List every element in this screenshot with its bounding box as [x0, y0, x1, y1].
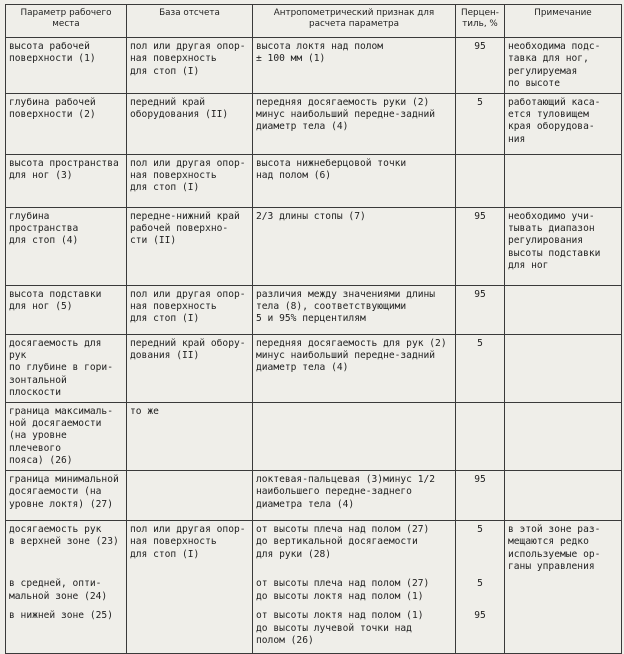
cell-percentile: 95	[456, 470, 505, 520]
cell-note: в этой зоне раз- мещаются редко используемые ор- ганы управления	[505, 520, 622, 575]
cell-base: то же	[127, 402, 253, 470]
cell-feature: передняя досягаемость руки (2) минус наибольший передне-задний диаметр тела (4)	[253, 93, 456, 154]
cell-parameter: высота пространства для ног (3)	[6, 154, 127, 207]
header-note: Примечание	[505, 5, 622, 38]
cell-base: пол или другая опор- ная поверхность для стоп (I)	[127, 154, 253, 207]
cell-note: необходимо учи- тывать диапазон регулирования высоты подставки для ног	[505, 207, 622, 285]
header-reference-base: База отсчета	[127, 5, 253, 38]
cell-parameter: граница минимальной досягаемости (на уровне локтя) (27)	[6, 470, 127, 520]
cell-percentile: 95	[456, 207, 505, 285]
cell-note	[505, 402, 622, 470]
cell-parameter: в средней, опти- мальной зоне (24)	[6, 575, 127, 607]
table-row	[6, 470, 622, 520]
cell-parameter: глубина рабочей поверхности (2)	[6, 93, 127, 154]
cell-parameter: глубина пространства для стоп (4)	[6, 207, 127, 285]
cell-note	[505, 575, 622, 607]
header-anthropometric-feature: Антропометрический признак для расчета параметра	[253, 5, 456, 38]
cell-percentile: 5	[456, 520, 505, 575]
table-row	[6, 334, 622, 402]
cell-base: пол или другая опор- ная поверхность для стоп (I)	[127, 520, 253, 575]
cell-parameter: досягаемость для рук по глубине в гори- зонтальной плоскости	[6, 334, 127, 402]
cell-feature: различия между значениями длины тела (8), соответствующими 5 и 95% перцентилям	[253, 285, 456, 334]
cell-feature: от высоты локтя над полом (1) до высоты лучевой точки над полом (26)	[253, 607, 456, 653]
cell-base: пол или другая опор- ная поверхность для стоп (I)	[127, 285, 253, 334]
workplace-parameters-table	[5, 4, 622, 654]
cell-base: пол или другая опор- ная поверхность для стоп (I)	[127, 38, 253, 94]
cell-feature: локтевая-пальцевая (3)минус 1/2 наибольшего передне-заднего диаметра тела (4)	[253, 470, 456, 520]
cell-note: работающий каса- ется туловищем края оборудова- ния	[505, 93, 622, 154]
cell-base	[127, 470, 253, 520]
table-row	[6, 520, 622, 575]
cell-note	[505, 285, 622, 334]
cell-parameter: высота рабочей поверхности (1)	[6, 38, 127, 94]
table-row	[6, 207, 622, 285]
table-row	[6, 575, 622, 607]
cell-feature	[253, 402, 456, 470]
cell-feature: 2/3 длины стопы (7)	[253, 207, 456, 285]
document-page	[5, 4, 621, 654]
header-parameter: Параметр рабочего места	[6, 5, 127, 38]
cell-percentile: 5	[456, 334, 505, 402]
cell-percentile: 95	[456, 38, 505, 94]
cell-parameter: досягаемость рук в верхней зоне (23)	[6, 520, 127, 575]
cell-percentile	[456, 402, 505, 470]
table-row	[6, 285, 622, 334]
table-row	[6, 154, 622, 207]
cell-note	[505, 470, 622, 520]
cell-base	[127, 607, 253, 653]
cell-base	[127, 575, 253, 607]
cell-note	[505, 154, 622, 207]
cell-base: передний край оборудования (II)	[127, 93, 253, 154]
cell-note	[505, 607, 622, 653]
cell-base: передний край обору- дования (II)	[127, 334, 253, 402]
cell-base: передне-нижний край рабочей поверхно- сти (II)	[127, 207, 253, 285]
cell-percentile: 95	[456, 607, 505, 653]
cell-feature: передняя досягаемость для рук (2) минус наибольший передне-задний диаметр тела (4)	[253, 334, 456, 402]
table-row	[6, 402, 622, 470]
cell-percentile	[456, 154, 505, 207]
cell-parameter: в нижней зоне (25)	[6, 607, 127, 653]
header-row	[6, 5, 622, 38]
cell-parameter: высота подставки для ног (5)	[6, 285, 127, 334]
cell-parameter: граница максималь- ной досягаемости (на уровне плечевого пояса) (26)	[6, 402, 127, 470]
cell-feature: от высоты плеча над полом (27) до вертикальной досягаемости для руки (28)	[253, 520, 456, 575]
cell-note	[505, 334, 622, 402]
table-row	[6, 607, 622, 653]
table-row	[6, 38, 622, 94]
cell-percentile: 95	[456, 285, 505, 334]
table-row	[6, 93, 622, 154]
cell-percentile: 5	[456, 93, 505, 154]
cell-note: необходима подс- тавка для ног, регулируемая по высоте	[505, 38, 622, 94]
cell-percentile: 5	[456, 575, 505, 607]
cell-feature: высота нижнеберцовой точки над полом (6)	[253, 154, 456, 207]
cell-feature: высота локтя над полом ± 100 мм (1)	[253, 38, 456, 94]
cell-feature: от высоты плеча над полом (27) до высоты локтя над полом (1)	[253, 575, 456, 607]
header-percentile: Перцен- тиль, %	[456, 5, 505, 38]
